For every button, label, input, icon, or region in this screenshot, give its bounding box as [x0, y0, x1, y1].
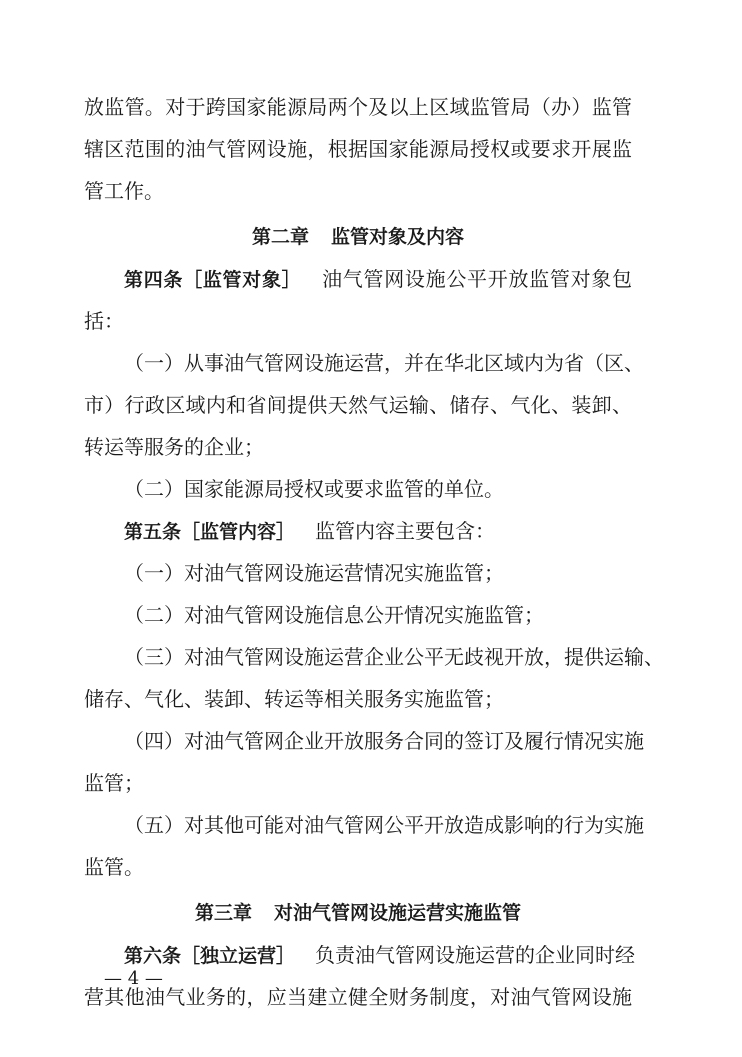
article-text: 负责油气管网设施运营的企业同时经 — [315, 943, 636, 967]
text-line: 管工作。 — [84, 179, 164, 203]
list-item: （五）对其他可能对油气管网公平开放造成影响的行为实施 — [124, 813, 644, 837]
text-line: 括： — [84, 309, 124, 333]
text-line: 营其他油气业务的，应当建立健全财务制度，对油气管网设施 — [84, 985, 632, 1009]
list-item: （四）对油气管网企业开放服务合同的签订及履行情况实施 — [124, 729, 644, 753]
text-line: 监管。 — [84, 855, 144, 879]
chapter-title: 监管对象及内容 — [331, 226, 465, 248]
text-line: 监管； — [84, 771, 144, 795]
list-item: （二）国家能源局授权或要求监管的单位。 — [124, 477, 504, 501]
text-line: 放监管。对于跨国家能源局两个及以上区域监管局（办）监管 — [84, 95, 632, 119]
chapter-number: 第三章 — [194, 902, 252, 924]
document-page — [84, 86, 664, 1018]
text-line: 储存、气化、装卸、转运等相关服务实施监管； — [84, 687, 504, 711]
chapter-heading-3 — [84, 892, 632, 934]
article-text: 油气管网设施公平开放监管对象包 — [321, 267, 632, 291]
article-heading: 第五条［监管内容］ — [124, 521, 296, 543]
article-4 — [84, 258, 632, 300]
article-heading: 第四条［监管对象］ — [124, 269, 302, 291]
list-item: （一）对油气管网设施运营情况实施监管； — [124, 561, 504, 585]
chapter-heading-2 — [84, 216, 632, 258]
chapter-title: 对油气管网设施运营实施监管 — [274, 902, 522, 924]
page-number: — 4 — — [104, 968, 163, 989]
article-heading: 第六条［独立运营］ — [124, 945, 296, 967]
text-line: 辖区范围的油气管网设施，根据国家能源局授权或要求开展监 — [84, 137, 632, 161]
text-line: 市）行政区域内和省间提供天然气运输、储存、气化、装卸、 — [84, 393, 632, 417]
text-line: 转运等服务的企业； — [84, 435, 264, 459]
list-item: （三）对油气管网设施运营企业公平无歧视开放，提供运输、 — [124, 645, 664, 669]
article-6 — [84, 934, 636, 976]
chapter-number: 第二章 — [251, 226, 309, 248]
article-5 — [84, 510, 632, 552]
list-item: （一）从事油气管网设施运营，并在华北区域内为省（区、 — [124, 351, 644, 375]
list-item: （二）对油气管网设施信息公开情况实施监管； — [124, 603, 544, 627]
article-text: 监管内容主要包含： — [315, 519, 496, 543]
